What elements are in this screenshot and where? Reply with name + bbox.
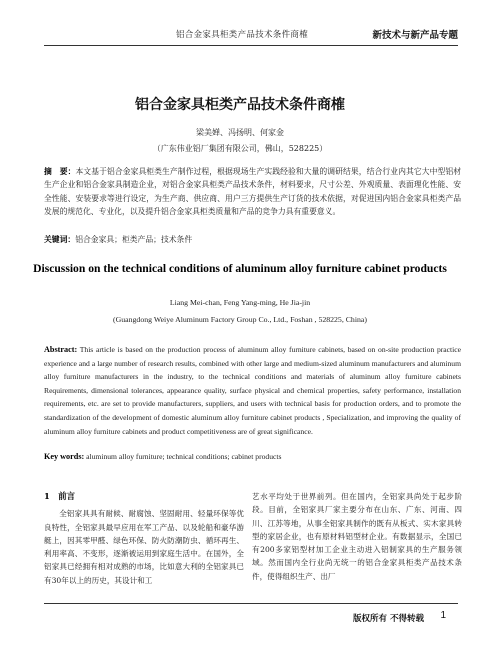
- section-heading-introduction: 1 前言: [44, 491, 75, 501]
- abstract-english-label: Abstract:: [44, 345, 78, 354]
- page-header: [0, 0, 480, 50]
- authors-english: Liang Mei-chan, Feng Yang-ming, He Jia-jin: [169, 298, 311, 307]
- page-number: 1: [440, 610, 446, 621]
- affiliation-english: (Guangdong Weiye Aluminum Factory Group Co., Ltd., Foshan , 528225, China): [113, 315, 367, 324]
- abstract-english-text: This article is based on the production process of aluminum alloy furniture cabinets, based on on-site production practice experience and a large number of research results, combined with other large and medium-sized aluminum manufacturers and aluminum alloy furniture manufacturers in the industry, to the technical conditions and materials of aluminum alloy furniture cabinets Requirements, dimensional tolerances, appearance quality, surface physical and chemical properties, safety performance, installation requirements, etc. are set to provide manufacturers, suppliers, and users with technical basis for production orders, and to promote the standardization of the development of domestic aluminum alloy furniture cabinet products , Specialization, and improving the quality of aluminum alloy furniture cabinets and product competitiveness are of great significance.: [44, 345, 461, 436]
- keywords-english-label: Key words:: [44, 452, 85, 461]
- body-paragraph: 全铝家具具有耐候、耐腐蚀、坚固耐用、轻量环保等优良特性，全铝家具最早应用在军工产品、以及轮船和豪华游艇上，因其零甲醛、绿色环保、防火防潮防虫、循环再生、利用率高、不变形，逐渐被运用到家庭生活中。在国外，全铝家具已经拥有相对成熟的市场，比如意大利的全铝家具已有30年以上的历史，其设计和工: [44, 509, 244, 585]
- keywords-chinese-label: 关键词：: [44, 235, 76, 244]
- abstract-chinese-text: 本文基于铝合金家具柜类生产制作过程，根据现场生产实践经验和大量的调研结果，结合行业内其它大中型铝材生产企业和铝合金家具制造企业，对铝合金家具柜类产品技术条件，材料要求，尺寸公差、外观质量、表面理化性能、安全性能、安装要求等进行设定，为生产商、供应商、用户三方提供生产订货的技术依据，对促进国内铝合金家具柜类产品发展的规范化、专业化，以及提升铝合金家具柜类质量和产品的竞争力具有重要意义。: [44, 167, 462, 216]
- keywords-chinese: [44, 234, 461, 245]
- affiliation-chinese: （广东伟业铝厂集团有限公司，佛山，528225）: [152, 144, 328, 153]
- header-divider: [44, 45, 458, 46]
- paper-title-chinese: 铝合金家具柜类产品技术条件商榷: [135, 97, 345, 113]
- body-column-right: [252, 490, 462, 583]
- copyright-notice: 版权所有 不得转载: [353, 614, 424, 624]
- keywords-english: [44, 452, 461, 461]
- keywords-chinese-text: 铝合金家具；柜类产品；技术条件: [75, 235, 193, 244]
- paper-title-english: Discussion on the technical conditions of aluminum alloy furniture cabinet products: [33, 262, 447, 275]
- abstract-chinese: [44, 165, 461, 218]
- keywords-english-text: aluminum alloy furniture; technical conditions; cabinet products: [86, 452, 282, 461]
- body-column-left: [44, 490, 244, 587]
- authors-chinese: 梁美婵、冯扬明、何家金: [196, 128, 284, 137]
- footer-divider: [44, 603, 458, 604]
- abstract-english: [44, 343, 461, 438]
- body-paragraph-continued: 艺水平均处于世界前列。但在国内，全铝家具尚处于起步阶段。目前，全铝家具厂家主要分布在山东、广东、河南、四川、江苏等地，从事全铝家具制作的既有从板式、实木家具转型的家居企业，也有原材料铝型材企业。有数据显示，全国已有200多家铝型材加工企业主动进入铝制家具的生产服务领域。然而国内全行业尚无统一的铝合金家具柜类产品技术条件，使得组织生产、出厂: [252, 492, 462, 581]
- abstract-chinese-label: 摘 要：: [44, 167, 76, 176]
- running-title: 铝合金家具柜类产品技术条件商榷: [176, 30, 309, 40]
- section-label: 新技术与新产品专题: [372, 30, 458, 41]
